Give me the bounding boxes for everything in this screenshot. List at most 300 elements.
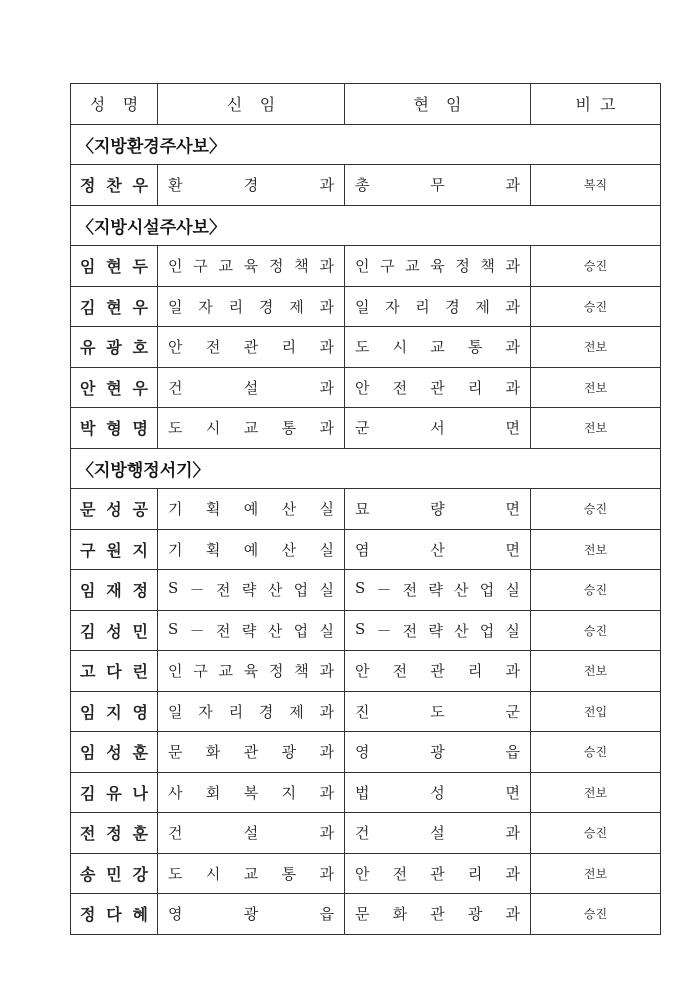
person-name-cell <box>71 732 158 773</box>
new-post-char: 교 <box>243 419 259 438</box>
person-name-char: 김 <box>80 297 96 317</box>
current-post-char: 법 <box>355 783 370 802</box>
person-name-char: 다 <box>106 662 122 682</box>
table-header-row <box>71 84 661 125</box>
person-name-char: 강 <box>132 864 148 884</box>
current-post-cell <box>345 246 531 287</box>
new-post <box>158 822 344 843</box>
new-post-char: － <box>189 621 205 640</box>
current-post <box>345 336 530 357</box>
current-post-char: 광 <box>430 743 445 762</box>
new-post <box>158 863 344 884</box>
new-post-char: 안 <box>168 338 183 357</box>
current-post <box>345 660 530 681</box>
person-name-char: 두 <box>132 257 148 277</box>
current-post-cell <box>345 408 531 449</box>
current-post-char: 문 <box>355 905 370 924</box>
new-post-char: 경 <box>243 176 259 195</box>
current-post-cell <box>345 165 531 206</box>
new-post-char: 략 <box>241 621 257 640</box>
new-post-char: 일 <box>168 702 183 721</box>
person-name-char: 안 <box>80 378 96 398</box>
new-post-char: 정 <box>269 257 284 276</box>
current-post-char: 성 <box>430 783 445 802</box>
current-post-cell <box>345 691 531 732</box>
new-post-char: 과 <box>319 864 334 883</box>
new-post-cell <box>158 246 345 287</box>
current-post-char: 안 <box>355 864 370 883</box>
person-name-cell <box>71 408 158 449</box>
note-cell: 승진 <box>531 610 661 651</box>
person-name-cell <box>71 570 158 611</box>
current-post-char: 면 <box>505 540 520 559</box>
new-post-char: 시 <box>205 419 221 438</box>
new-post-cell <box>158 367 345 408</box>
current-post-cell <box>345 732 531 773</box>
person-name-char: 정 <box>106 824 122 844</box>
current-post-char: 안 <box>355 662 370 681</box>
current-post-char: 정 <box>455 257 470 276</box>
current-post-char: 영 <box>355 743 370 762</box>
section-header-row <box>71 124 661 165</box>
current-post-char: 읍 <box>505 743 520 762</box>
note-cell: 전보 <box>531 367 661 408</box>
person-name <box>71 578 157 601</box>
current-post <box>345 903 530 924</box>
current-post-cell <box>345 286 531 327</box>
current-post-char: 일 <box>355 297 370 316</box>
current-post-char: 전 <box>392 662 408 681</box>
new-post-char: 리 <box>281 338 297 357</box>
person-name-char: 우 <box>132 297 148 317</box>
person-name-char: 영 <box>132 702 148 722</box>
table-row <box>71 570 661 611</box>
current-post-char: 실 <box>505 621 520 640</box>
new-post-char: 과 <box>319 297 334 316</box>
person-name-char: 린 <box>132 662 148 682</box>
note-cell: 승진 <box>531 732 661 773</box>
new-post-char: 자 <box>198 297 213 316</box>
person-name <box>71 781 157 804</box>
new-post <box>158 336 344 357</box>
current-post <box>345 539 530 560</box>
header-char: 현 <box>413 95 429 115</box>
table-row <box>71 651 661 692</box>
new-post-cell <box>158 732 345 773</box>
new-post-cell <box>158 570 345 611</box>
header-char: 명 <box>122 95 139 115</box>
person-name-cell <box>71 489 158 530</box>
new-post-char: 과 <box>319 419 334 438</box>
current-post-char: 리 <box>415 297 430 316</box>
new-post-char: S <box>168 619 179 638</box>
table-row <box>71 853 661 894</box>
person-name-char: 호 <box>132 338 148 358</box>
new-post <box>158 620 344 641</box>
new-post-char: 과 <box>319 743 334 762</box>
current-post-char: 략 <box>428 621 443 640</box>
table-row <box>71 894 661 935</box>
person-name-char: 구 <box>80 540 96 560</box>
current-post-cell <box>345 489 531 530</box>
person-name-char: 성 <box>106 500 122 520</box>
current-post-char: 군 <box>355 419 370 438</box>
current-post <box>345 174 530 195</box>
person-name-char: 우 <box>132 378 148 398</box>
new-post-char: 략 <box>241 581 257 600</box>
person-name <box>71 659 157 682</box>
current-post-char: 과 <box>505 662 520 681</box>
new-post-cell <box>158 691 345 732</box>
table-row <box>71 327 661 368</box>
person-name <box>71 902 157 925</box>
new-post-char: 교 <box>218 662 233 681</box>
new-post-char: 책 <box>294 662 309 681</box>
note-cell: 승진 <box>531 489 661 530</box>
new-post-cell <box>158 894 345 935</box>
current-post-char: 전 <box>402 621 418 640</box>
person-name-char: 지 <box>132 540 148 560</box>
current-post-char: 인 <box>355 257 370 276</box>
table-row <box>71 286 661 327</box>
note-cell: 승진 <box>531 246 661 287</box>
new-post-char: 경 <box>258 702 274 721</box>
new-post <box>158 579 344 600</box>
person-name-cell <box>71 651 158 692</box>
current-post <box>345 377 530 398</box>
current-post-char: S <box>355 579 366 598</box>
new-post-char: 과 <box>319 662 334 681</box>
new-post-char: 지 <box>281 783 297 802</box>
new-post-char: 예 <box>243 540 259 559</box>
current-post-cell <box>345 367 531 408</box>
person-name <box>71 538 157 561</box>
new-post <box>158 255 344 276</box>
new-post-char: 기 <box>168 540 183 559</box>
current-post-char: 도 <box>355 338 370 357</box>
section-title: 〈지방시설주사보〉 <box>71 205 661 246</box>
person-name-char: 임 <box>80 743 96 763</box>
current-post-char: 총 <box>355 176 370 195</box>
current-post-char: 리 <box>467 662 483 681</box>
new-post-char: 전 <box>216 621 231 640</box>
table-row <box>71 165 661 206</box>
section-title: 〈지방환경주사보〉 <box>71 124 661 165</box>
header-new-post <box>158 84 345 125</box>
current-post <box>345 620 530 641</box>
new-post-char: 일 <box>168 297 183 316</box>
note-cell: 전보 <box>531 651 661 692</box>
person-name-cell <box>71 367 158 408</box>
new-post-char: 육 <box>243 662 259 681</box>
person-name-char: 찬 <box>106 176 122 196</box>
new-post-cell <box>158 772 345 813</box>
person-name-cell <box>71 772 158 813</box>
current-post-char: － <box>376 581 392 600</box>
new-post-char: 과 <box>319 257 334 276</box>
note-cell: 승진 <box>531 570 661 611</box>
note-cell: 전보 <box>531 772 661 813</box>
person-name-char: 정 <box>80 176 96 196</box>
new-post-char: 과 <box>319 824 334 843</box>
current-post-cell <box>345 772 531 813</box>
new-post-char: 사 <box>168 783 183 802</box>
current-post-char: 무 <box>430 176 445 195</box>
new-post <box>158 741 344 762</box>
person-name-char: 나 <box>132 783 148 803</box>
person-name-char: 현 <box>106 297 122 317</box>
new-post-char: 획 <box>205 500 221 519</box>
table-row <box>71 732 661 773</box>
person-name-cell <box>71 894 158 935</box>
new-post-char: 실 <box>319 540 334 559</box>
new-post <box>158 903 344 924</box>
new-post-char: 리 <box>228 297 244 316</box>
new-post-char: 경 <box>258 297 274 316</box>
new-post-char: 복 <box>243 783 259 802</box>
person-name-char: 고 <box>80 662 96 682</box>
new-post-char: 건 <box>168 378 183 397</box>
current-post-char: 과 <box>505 257 520 276</box>
new-post-char: 교 <box>218 257 233 276</box>
person-name-char: 김 <box>80 783 96 803</box>
person-name-char: 재 <box>106 581 122 601</box>
new-post-char: 과 <box>319 338 334 357</box>
person-name-char: 민 <box>132 621 148 641</box>
table-row <box>71 408 661 449</box>
current-post-char: 육 <box>430 257 445 276</box>
current-post <box>345 822 530 843</box>
new-post-char: 관 <box>243 743 259 762</box>
person-name-cell <box>71 853 158 894</box>
new-post-char: 과 <box>319 783 334 802</box>
person-name <box>71 416 157 439</box>
current-post-cell <box>345 529 531 570</box>
note-cell: 승진 <box>531 813 661 854</box>
note-cell: 전보 <box>531 853 661 894</box>
person-name <box>71 862 157 885</box>
current-post-char: 교 <box>430 338 445 357</box>
new-post-char: 구 <box>193 257 208 276</box>
person-name-cell <box>71 691 158 732</box>
note-cell: 복직 <box>531 165 661 206</box>
person-name-char: 다 <box>106 905 122 925</box>
current-post-char: 염 <box>355 540 370 559</box>
new-post-char: 환 <box>168 176 183 195</box>
current-post-char: 안 <box>355 378 370 397</box>
current-post-char: 광 <box>467 905 483 924</box>
current-post <box>345 579 530 600</box>
current-post-char: 자 <box>385 297 400 316</box>
current-post-char: 묘 <box>355 500 370 519</box>
current-post-cell <box>345 610 531 651</box>
table-row <box>71 691 661 732</box>
header-char: 비 <box>575 95 591 115</box>
new-post-cell <box>158 165 345 206</box>
person-name-char: 현 <box>106 378 122 398</box>
new-post-cell <box>158 651 345 692</box>
person-name-char: 형 <box>106 419 122 439</box>
current-post <box>345 782 530 803</box>
new-post-char: 관 <box>243 338 259 357</box>
current-post-char: 리 <box>467 378 483 397</box>
current-post-char: 과 <box>505 824 520 843</box>
current-post-char: 리 <box>467 864 483 883</box>
new-post-char: 정 <box>269 662 284 681</box>
current-post-char: 업 <box>479 621 495 640</box>
header-char: 신 <box>226 95 243 115</box>
new-post-char: 리 <box>228 702 244 721</box>
person-name <box>71 497 157 520</box>
new-post-char: 산 <box>267 581 283 600</box>
new-post-char: 자 <box>198 702 213 721</box>
current-post-char: 건 <box>355 824 370 843</box>
person-name-char: 공 <box>132 500 148 520</box>
current-post-cell <box>345 894 531 935</box>
person-name-char: 전 <box>80 824 96 844</box>
section-header-row <box>71 448 661 489</box>
current-post-cell <box>345 853 531 894</box>
person-name-char: 훈 <box>132 824 148 844</box>
current-post-char: 통 <box>467 338 483 357</box>
table-row <box>71 489 661 530</box>
new-post-char: 읍 <box>319 905 334 924</box>
current-post <box>345 741 530 762</box>
current-post-char: 산 <box>454 621 469 640</box>
current-post-char: 전 <box>392 378 408 397</box>
current-post <box>345 417 530 438</box>
current-post-char: 과 <box>505 864 520 883</box>
person-name-char: 현 <box>106 257 122 277</box>
section-title: 〈지방행정서기〉 <box>71 448 661 489</box>
new-post-cell <box>158 529 345 570</box>
new-post-char: 산 <box>281 500 297 519</box>
current-post-char: 관 <box>430 378 445 397</box>
current-post-cell <box>345 651 531 692</box>
header-char: 임 <box>259 95 276 115</box>
new-post-cell <box>158 610 345 651</box>
current-post-char: 전 <box>392 864 408 883</box>
current-post-char: 관 <box>430 662 445 681</box>
person-name-char: 김 <box>80 621 96 641</box>
note-cell: 승진 <box>531 286 661 327</box>
current-post-char: 산 <box>430 540 445 559</box>
new-post <box>158 174 344 195</box>
new-post <box>158 296 344 317</box>
header-name <box>71 84 158 125</box>
current-post-char: 략 <box>428 581 443 600</box>
new-post <box>158 417 344 438</box>
new-post <box>158 782 344 803</box>
new-post <box>158 498 344 519</box>
person-name <box>71 740 157 763</box>
new-post-char: 과 <box>319 702 334 721</box>
header-note <box>531 84 661 125</box>
note-cell: 전보 <box>531 529 661 570</box>
person-name-char: 지 <box>106 702 122 722</box>
person-name-char: 광 <box>106 338 122 358</box>
current-post-char: 화 <box>392 905 408 924</box>
current-post-char: 실 <box>505 581 520 600</box>
current-post-char: 시 <box>392 338 408 357</box>
current-post-char: 과 <box>505 905 520 924</box>
table-row <box>71 246 661 287</box>
table-row <box>71 529 661 570</box>
new-post-char: 시 <box>205 864 221 883</box>
new-post-char: 영 <box>168 905 183 924</box>
person-name-char: 임 <box>80 581 96 601</box>
person-name-char: 정 <box>80 905 96 925</box>
new-post-char: 육 <box>243 257 259 276</box>
person-name <box>71 295 157 318</box>
current-post <box>345 701 530 722</box>
current-post-char: － <box>376 621 392 640</box>
current-post <box>345 498 530 519</box>
person-name-char: 원 <box>106 540 122 560</box>
person-name-cell <box>71 165 158 206</box>
new-post-cell <box>158 489 345 530</box>
person-name-char: 정 <box>132 581 148 601</box>
current-post-char: 진 <box>355 702 370 721</box>
current-post <box>345 255 530 276</box>
current-post-char: 량 <box>430 500 445 519</box>
header-char: 임 <box>446 95 462 115</box>
person-name-char: 임 <box>80 702 96 722</box>
current-post-char: 제 <box>475 297 490 316</box>
current-post-char: 관 <box>430 905 445 924</box>
person-name <box>71 376 157 399</box>
current-post-char: 면 <box>505 419 520 438</box>
new-post-char: 업 <box>293 621 309 640</box>
current-post-char: 산 <box>454 581 469 600</box>
person-name <box>71 173 157 196</box>
current-post <box>345 296 530 317</box>
person-name-cell <box>71 610 158 651</box>
new-post-char: 인 <box>168 257 183 276</box>
person-name <box>71 619 157 642</box>
new-post-char: 기 <box>168 500 183 519</box>
new-post-char: 설 <box>243 824 259 843</box>
person-name-cell <box>71 813 158 854</box>
new-post-char: 과 <box>319 176 334 195</box>
new-post-cell <box>158 286 345 327</box>
person-name <box>71 254 157 277</box>
new-post-cell <box>158 408 345 449</box>
current-post <box>345 863 530 884</box>
new-post-char: － <box>189 581 205 600</box>
new-post-char: 통 <box>281 864 297 883</box>
current-post-char: S <box>355 619 366 638</box>
new-post-char: 실 <box>319 621 334 640</box>
person-name-char: 임 <box>80 257 96 277</box>
new-post-char: 책 <box>294 257 309 276</box>
new-post-char: 획 <box>205 540 221 559</box>
new-post-char: 회 <box>205 783 221 802</box>
header-char: 성 <box>89 95 106 115</box>
new-post-char: 화 <box>205 743 221 762</box>
current-post-char: 과 <box>505 378 520 397</box>
new-post-char: 실 <box>319 581 334 600</box>
new-post-char: 건 <box>168 824 183 843</box>
current-post-char: 서 <box>430 419 445 438</box>
new-post-char: S <box>168 579 179 598</box>
new-post <box>158 701 344 722</box>
current-post-char: 전 <box>402 581 418 600</box>
new-post-char: 문 <box>168 743 183 762</box>
person-name-char: 우 <box>132 176 148 196</box>
personnel-table <box>70 83 661 935</box>
person-name-cell <box>71 327 158 368</box>
